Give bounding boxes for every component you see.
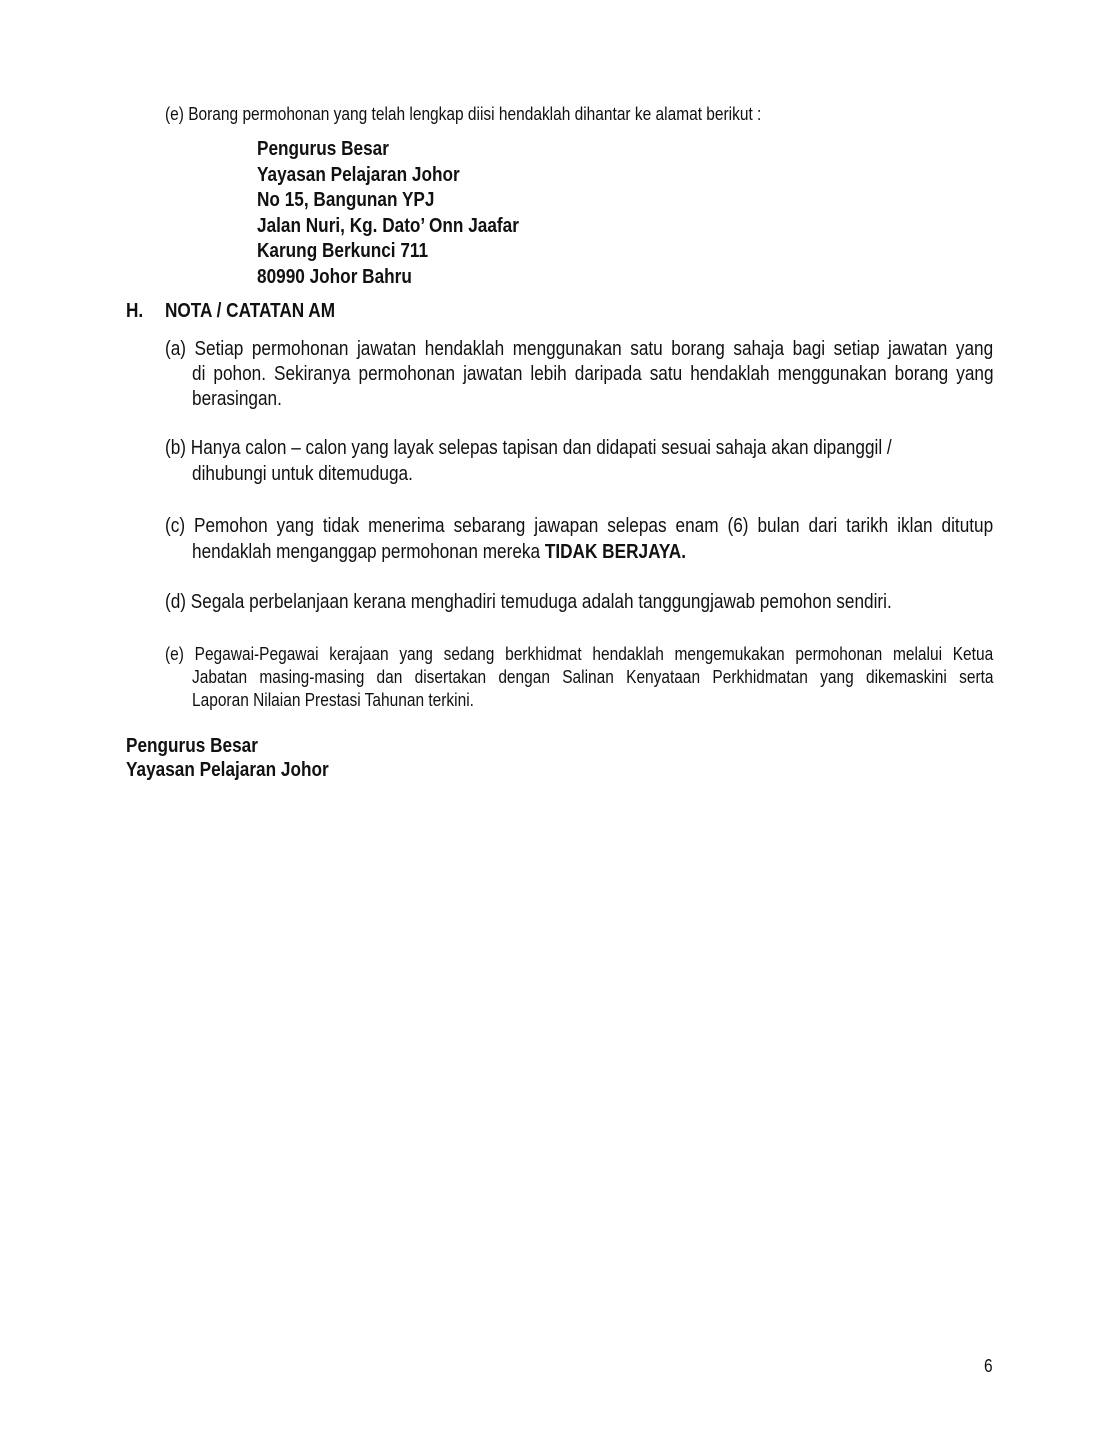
note-a-line: (a) Setiap permohonan jawatan hendaklah menggunakan satu borang sahaja bagi setiap jawatan yang [165, 338, 994, 360]
note-b-line: (b) Hanya calon – calon yang layak selepas tapisan dan didapati sesuai sahaja akan dipanggil / [165, 437, 892, 459]
note-d-line: (d) Segala perbelanjaan kerana menghadiri temuduga adalah tanggungjawab pemohon sendiri. [165, 591, 892, 613]
note-a-line: di pohon. Sekiranya permohonan jawatan lebih daripada satu hendaklah menggunakan borang yang [192, 363, 994, 385]
signature-title: Pengurus Besar [126, 735, 258, 757]
note-e-line: Jabatan masing-masing dan disertakan dengan Salinan Kenyataan Perkhidmatan yang dikemaskini serta [192, 667, 994, 687]
address-line: 80990 Johor Bahru [257, 266, 412, 288]
address-line: Pengurus Besar [257, 138, 389, 160]
section-title: NOTA / CATATAN AM [165, 300, 336, 322]
g-e-instruction: (e) Borang permohonan yang telah lengkap diisi hendaklah dihantar ke alamat berikut : [165, 104, 762, 124]
note-c-line [192, 541, 686, 563]
address-line: No 15, Bangunan YPJ [257, 189, 435, 211]
note-c-line: (c) Pemohon yang tidak menerima sebarang jawapan selepas enam (6) bulan dari tarikh iklan ditutup [165, 515, 994, 537]
address-line: Yayasan Pelajaran Johor [257, 164, 460, 186]
address-line: Jalan Nuri, Kg. Dato’ Onn Jaafar [257, 215, 519, 237]
section-number: H. [126, 300, 144, 322]
note-e-line: (e) Pegawai-Pegawai kerajaan yang sedang berkhidmat hendaklah mengemukakan permohonan melalui Ketua [165, 644, 994, 664]
note-c-text: hendaklah menganggap permohonan mereka [192, 541, 545, 563]
page-number: 6 [984, 1356, 993, 1376]
note-a-line: berasingan. [192, 388, 282, 410]
note-e-line: Laporan Nilaian Prestasi Tahunan terkini. [192, 690, 474, 710]
address-line: Karung Berkunci 711 [257, 240, 429, 262]
note-c-emphasis: TIDAK BERJAYA. [544, 541, 687, 563]
note-b-line: dihubungi untuk ditemuduga. [192, 463, 413, 485]
signature-organization: Yayasan Pelajaran Johor [126, 759, 329, 781]
